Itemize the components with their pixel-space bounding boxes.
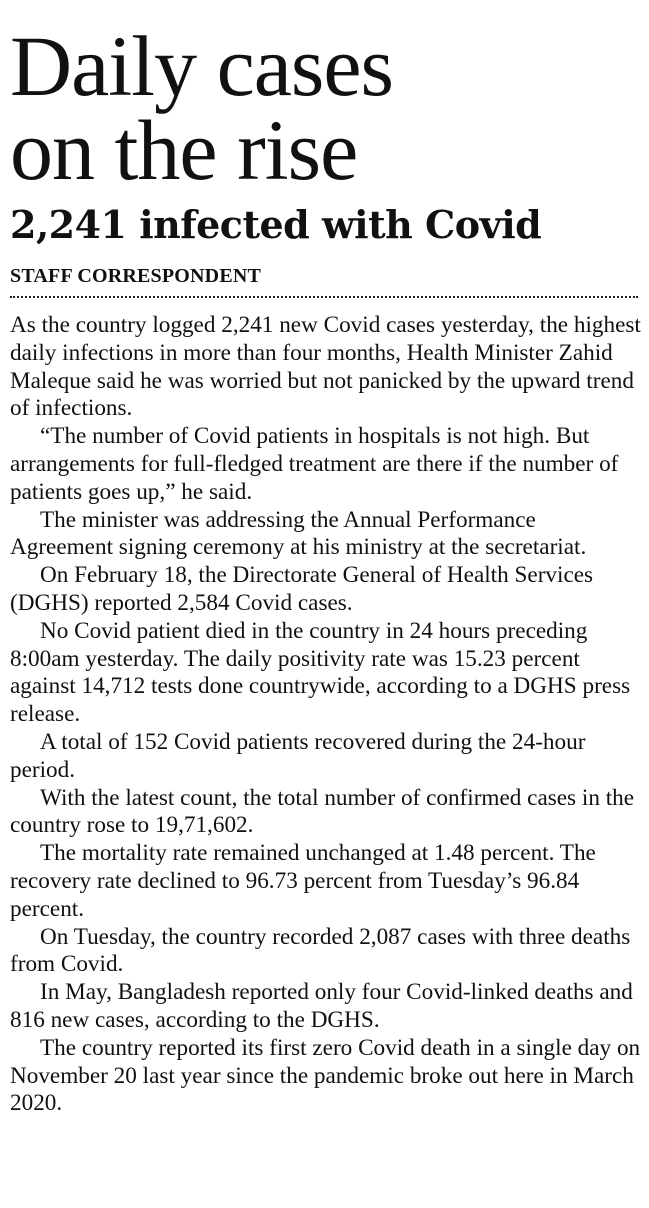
paragraph: On February 18, the Directorate General of Health Services (DGHS) reported 2,584 Covid cases. <box>10 562 594 616</box>
paragraph: No Covid patient died in the country in 24 hours preceding 8:00am yesterday. The daily positivity rate was 15.23 percent against 14,712 tests done countrywide, according to a DGHS press release. <box>10 617 631 728</box>
paragraph: A total of 152 Covid patients recovered during the 24-hour period. <box>10 728 586 783</box>
headline-line-1: Daily cases <box>10 18 394 114</box>
paragraph: With the latest count, the total number of confirmed cases in the country rose to 19,71,602. <box>10 784 635 839</box>
paragraph-lead: As the country logged 2,241 new Covid cases yesterday, the highest daily infections in more than four months, Health Minister Zahid Maleque said he was worried but not panicked by the upward trend of infections. <box>10 312 641 422</box>
subheadline: 2,241 infected with Covid <box>10 202 542 247</box>
byline: STAFF CORRESPONDENT <box>10 265 262 287</box>
news-article <box>10 0 642 1118</box>
paragraph: In May, Bangladesh reported only four Covid-linked deaths and 816 new cases, according to the DGHS. <box>10 979 633 1033</box>
paragraph: “The number of Covid patients in hospitals is not high. But arrangements for full-fledged treatment are there if the number of patients goes up,” he said. <box>10 423 619 505</box>
headline-line-2: on the rise <box>10 102 358 198</box>
paragraph: On Tuesday, the country recorded 2,087 cases with three deaths from Covid. <box>10 923 631 978</box>
paragraph: The minister was addressing the Annual Performance Agreement signing ceremony at his ministry at the secretariat. <box>10 506 587 561</box>
headline <box>10 0 642 198</box>
article-body <box>10 312 642 1118</box>
dotted-divider <box>10 296 638 298</box>
paragraph: The mortality rate remained unchanged at 1.48 percent. The recovery rate declined to 96.73 percent from Tuesday’s 96.84 percent. <box>10 840 596 922</box>
paragraph: The country reported its first zero Covid death in a single day on November 20 last year since the pandemic broke out here in March 2020. <box>10 1034 641 1117</box>
